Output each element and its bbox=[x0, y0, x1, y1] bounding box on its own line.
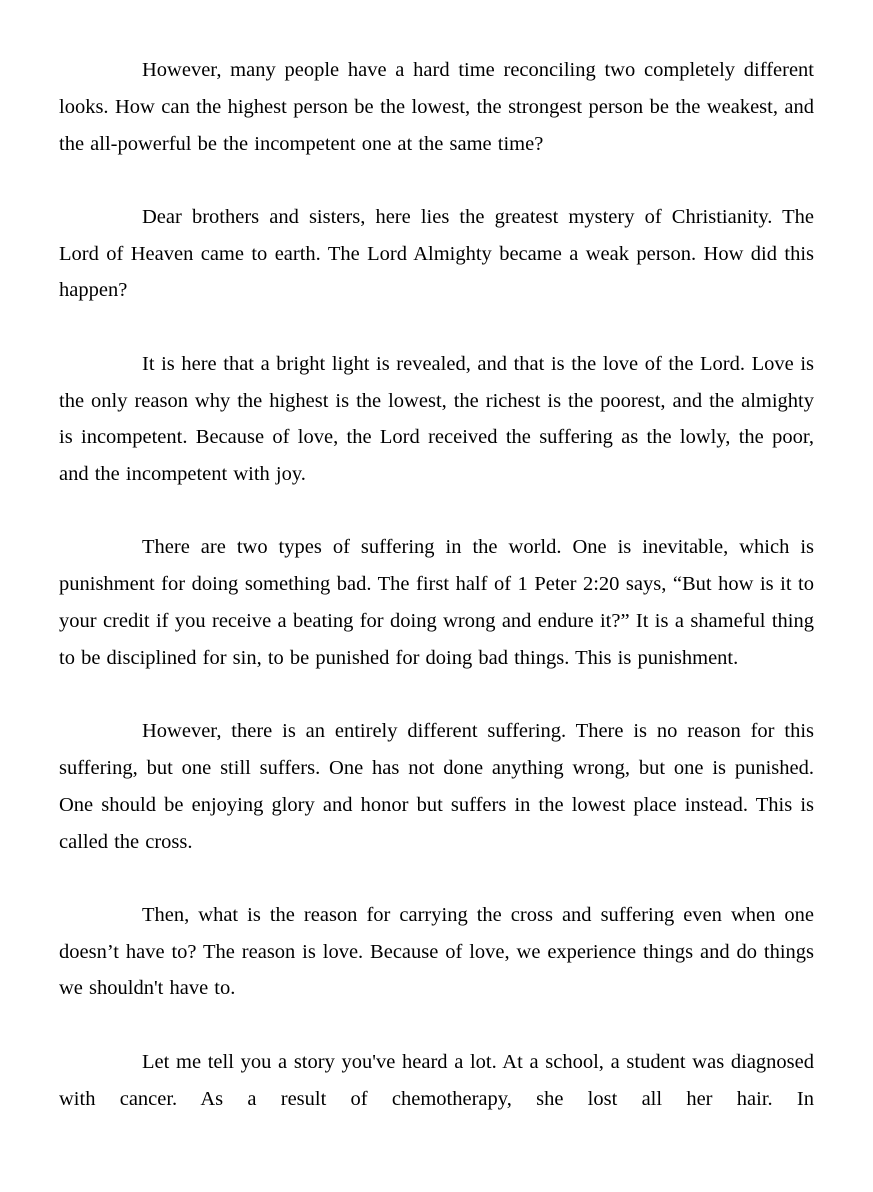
paragraph-1: However, many people have a hard time reconciling two completely different looks. How can the highest person be the lowest, the strongest person be the weakest, and the all-powerful be the incompetent one at the same time? bbox=[59, 59, 814, 155]
document-body bbox=[59, 52, 814, 1154]
paragraph-7: Let me tell you a story you've heard a lot. At a school, a student was diagnosed with cancer. As a result of chemotherapy, she lost all her hair. In bbox=[59, 1050, 814, 1110]
paragraph-6: Then, what is the reason for carrying the cross and suffering even when one doesn’t have to? The reason is love. Because of love, we experience things and do things we shouldn't have to. bbox=[59, 903, 814, 1000]
paragraph-3: It is here that a bright light is revealed, and that is the love of the Lord. Love is the only reason why the highest is the lowest, the richest is the poorest, and the almighty is incompetent. Because of love, the Lord received the suffering as the lowly, the poor, and the incompetent with joy. bbox=[59, 352, 814, 486]
paragraph-2: Dear brothers and sisters, here lies the greatest mystery of Christianity. The Lord of Heaven came to earth. The Lord Almighty became a weak person. How did this happen? bbox=[59, 205, 814, 302]
paragraph-4: There are two types of suffering in the world. One is inevitable, which is punishment for doing something bad. The first half of 1 Peter 2:20 says, “But how is it to your credit if you receive a beating for doing wrong and endure it?” It is a shameful thing to be disciplined for sin, to be punished for doing bad things. This is punishment. bbox=[59, 536, 814, 669]
paragraph-5: However, there is an entirely different suffering. There is no reason for this suffering, but one still suffers. One has not done anything wrong, but one is punished. One should be enjoying glory and honor but suffers in the lowest place instead. This is called the cross. bbox=[59, 720, 814, 853]
